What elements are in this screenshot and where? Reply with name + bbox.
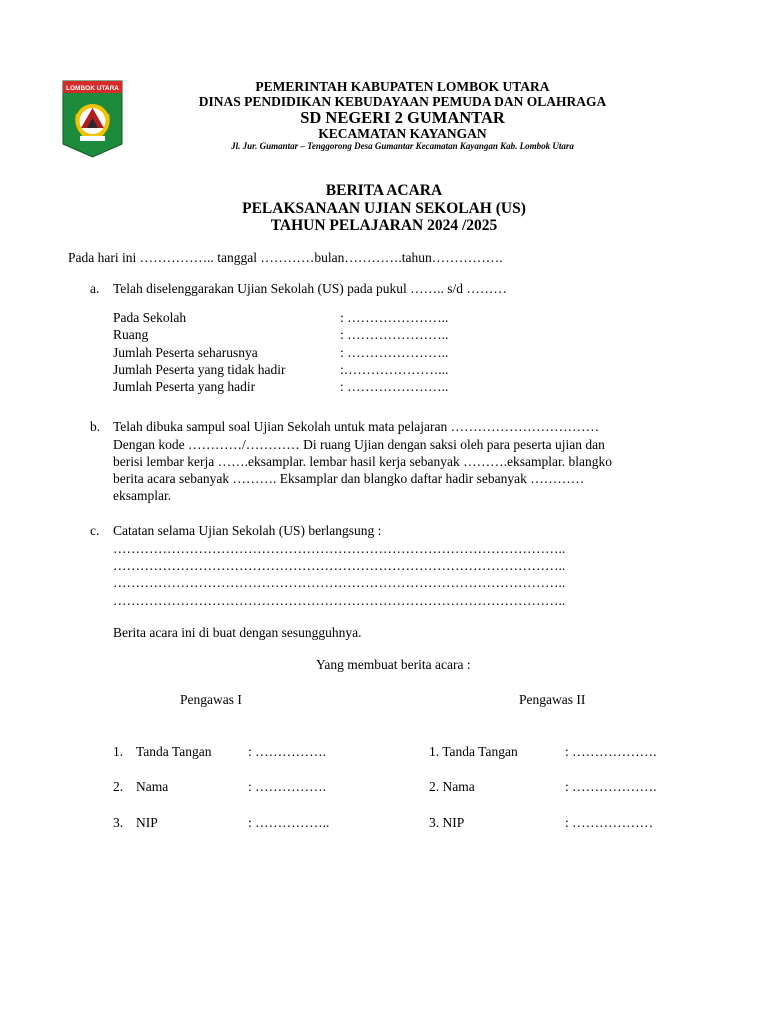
field-value-expected: : ………………….. xyxy=(340,345,449,360)
supervisor-1-row-number: 1. xyxy=(113,744,124,759)
supervisor-2-name-label: 2. Nama xyxy=(429,779,475,794)
notes-dotted-line: ……………………………………………………………………………………….. xyxy=(113,593,566,608)
notes-dotted-line: ……………………………………………………………………………………….. xyxy=(113,575,566,590)
field-value-room: : ………………….. xyxy=(340,327,449,342)
section-b-line: Dengan kode …………/………… Di ruang Ujian dengan saksi oleh para peserta ujian dan xyxy=(113,437,605,452)
notes-dotted-line: ……………………………………………………………………………………….. xyxy=(113,541,566,556)
section-b-line: Telah dibuka sampul soal Ujian Sekolah untuk mata pelajaran …………………………… xyxy=(113,419,600,434)
section-c-marker: c. xyxy=(90,523,100,538)
field-label-present: Jumlah Peserta yang hadir xyxy=(113,379,256,394)
supervisor-1-name-value: : ……………. xyxy=(248,779,327,794)
supervisor-2-signature-label: 1. Tanda Tangan xyxy=(429,744,518,759)
section-a-marker: a. xyxy=(90,281,100,296)
logo-text: LOMBOK UTARA xyxy=(66,85,119,92)
section-b-marker: b. xyxy=(90,419,101,434)
header-government: PEMERINTAH KABUPATEN LOMBOK UTARA xyxy=(255,79,550,94)
field-label-school: Pada Sekolah xyxy=(113,310,187,325)
section-b-line: berisi lembar kerja …….eksamplar. lembar hasil kerja sebanyak ……….eksamplar. blangko xyxy=(113,454,612,469)
supervisor-1-name-label: Nama xyxy=(136,779,169,794)
academic-year: TAHUN PELAJARAN 2024 /2025 xyxy=(270,217,498,234)
supervisor-2-title: Pengawas II xyxy=(519,692,586,707)
supervisor-1-row-number: 2. xyxy=(113,779,124,794)
header-district: KECAMATAN KAYANGAN xyxy=(318,126,487,141)
notes-dotted-line: ……………………………………………………………………………………….. xyxy=(113,558,566,573)
supervisor-2-name-value: : ………………. xyxy=(565,779,657,794)
field-value-school: : ………………….. xyxy=(340,310,449,325)
supervisor-2-signature-value: : ………………. xyxy=(565,744,657,759)
supervisor-1-title: Pengawas I xyxy=(180,692,242,707)
supervisor-2-nip-value: : ……………… xyxy=(565,815,654,830)
document-title: BERITA ACARA xyxy=(325,182,443,199)
section-b-line: eksamplar. xyxy=(113,488,172,503)
document-subtitle: PELAKSANAAN UJIAN SEKOLAH (US) xyxy=(242,200,526,217)
section-b-line: berita acara sebanyak ………. Eksamplar dan blangko daftar hadir sebanyak ………… xyxy=(113,471,585,486)
supervisor-1-nip-label: NIP xyxy=(136,815,158,830)
header-school-name: SD NEGERI 2 GUMANTAR xyxy=(300,108,505,127)
section-a-text: Telah diselenggarakan Ujian Sekolah (US) pada pukul …….. s/d ……… xyxy=(113,281,507,296)
regency-logo xyxy=(62,80,123,158)
field-label-room: Ruang xyxy=(113,327,149,342)
supervisor-1-signature-value: : ……………. xyxy=(248,744,327,759)
intro-line: Pada hari ini …………….. tanggal …………bulan………….tahun……………. xyxy=(68,250,503,265)
section-c-text: Catatan selama Ujian Sekolah (US) berlangsung : xyxy=(113,523,382,538)
supervisor-1-nip-value: : …………….. xyxy=(248,815,330,830)
header-department: DINAS PENDIDIKAN KEBUDAYAAN PEMUDA DAN OLAHRAGA xyxy=(198,94,607,109)
field-value-present: : ………………….. xyxy=(340,379,449,394)
field-label-absent: Jumlah Peserta yang tidak hadir xyxy=(113,362,286,377)
supervisor-1-signature-label: Tanda Tangan xyxy=(136,744,212,759)
field-value-absent: :…………………... xyxy=(340,362,449,377)
supervisor-1-row-number: 3. xyxy=(113,815,124,830)
field-label-expected: Jumlah Peserta seharusnya xyxy=(113,345,258,360)
supervisor-2-nip-label: 3. NIP xyxy=(429,815,465,830)
made-by-label: Yang membuat berita acara : xyxy=(316,657,471,672)
closing-statement: Berita acara ini di buat dengan sesungguhnya. xyxy=(113,625,362,640)
header-address: Jl. Jur. Gumantar – Tenggorong Desa Gumantar Kecamatan Kayangan Kab. Lombok Utara xyxy=(231,141,574,151)
